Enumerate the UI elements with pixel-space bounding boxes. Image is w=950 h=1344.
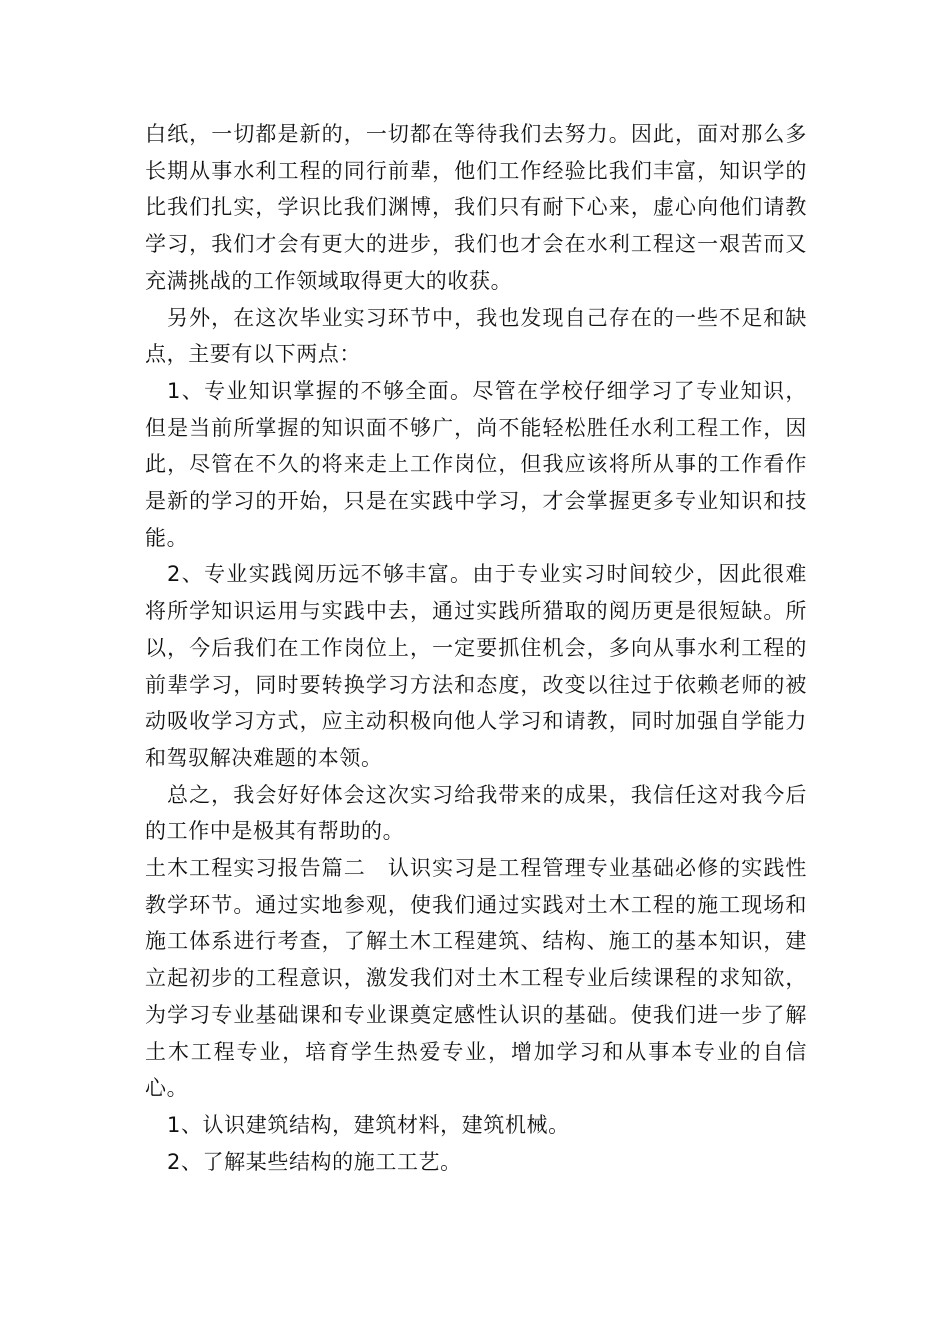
paragraph-shortcomings: 另外，在这次毕业实习环节中，我也发现自己存在的一些不足和缺点，主要有以下两点： (145, 305, 807, 367)
paragraph-intro: 白纸，一切都是新的，一切都在等待我们去努力。因此，面对那么多长期从事水利工程的同行前辈，他们工作经验比我们丰富，知识学的比我们扎实，学识比我们渊博，我们只有耐下心来，虚心向他们请教学习，我们才会有更大的进步，我们也才会在水利工程这一艰苦而又充满挑战的工作领域取得更大的收获。 (145, 122, 807, 293)
list-item-3: 1、认识建筑结构，建筑材料，建筑机械。 (167, 1112, 570, 1137)
list-item-1: 1、专业知识掌握的不够全面。尽管在学校仔细学习了专业知识，但是当前所掌握的知识面不够广，尚不能轻松胜任水利工程工作，因此，尽管在不久的将来走上工作岗位，但我应该将所从事的工作看作是新的学习的开始，只是在实践中学习，才会掌握更多专业知识和技能。 (145, 378, 807, 550)
paragraph-report-two: 土木工程实习报告篇二 认识实习是工程管理专业基础必修的实践性教学环节。通过实地参观，使我们通过实践对土木工程的施工现场和施工体系进行考查，了解土木工程建筑、结构、施工的基本知识，建立起初步的工程意识，激发我们对土木工程专业后续课程的求知欲，为学习专业基础课和专业课奠定感性认识的基础。使我们进一步了解土木工程专业，培育学生热爱专业，增加学习和从事本专业的自信心。 (145, 856, 807, 1101)
paragraph-summary: 总之，我会好好体会这次实习给我带来的成果，我信任这对我今后的工作中是极其有帮助的。 (145, 782, 807, 844)
list-item-2: 2、专业实践阅历远不够丰富。由于专业实习时间较少，因此很难将所学知识运用与实践中去，通过实践所猎取的阅历更是很短缺。所以，今后我们在工作岗位上，一定要抓住机会，多向从事水利工程的前辈学习，同时要转换学习方法和态度，改变以往过于依赖老师的被动吸收学习方式，应主动积极向他人学习和请教，同时加强自学能力和驾驭解决难题的本领。 (145, 562, 807, 770)
list-item-4: 2、了解某些结构的施工工艺。 (167, 1149, 462, 1174)
document-body (145, 116, 807, 1180)
